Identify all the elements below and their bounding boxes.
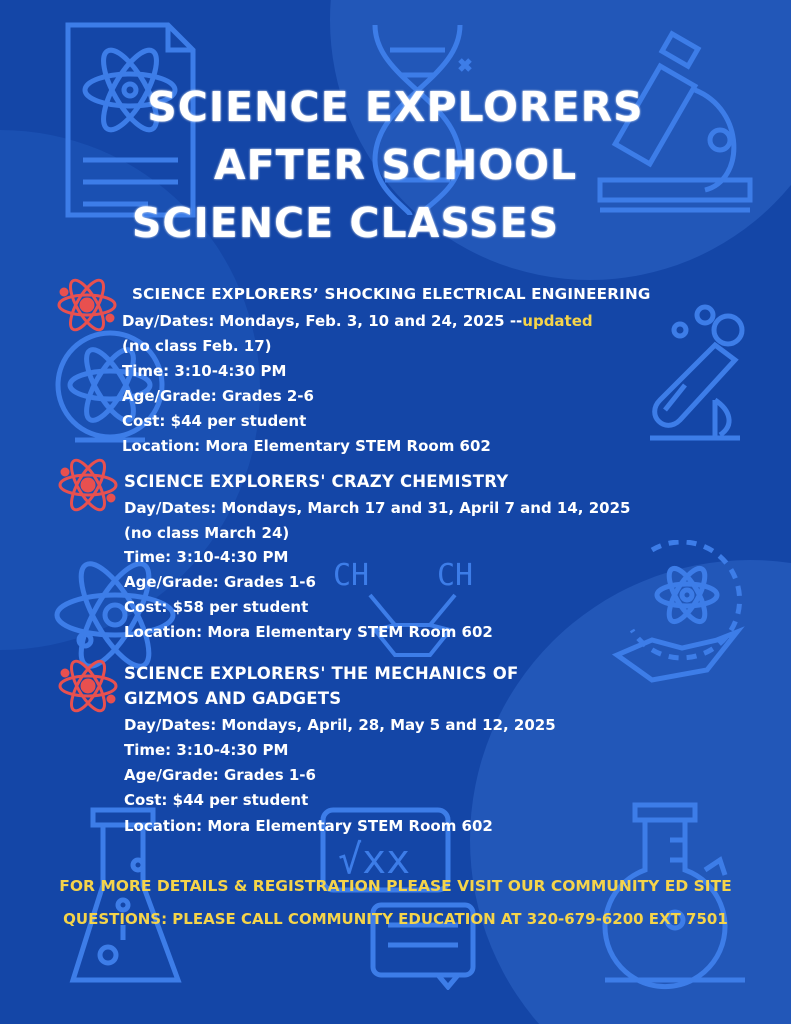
footer-questions-line: QUESTIONS: PLEASE CALL COMMUNITY EDUCATION AT 320-679-6200 EXT 7501 [63,910,728,928]
updated-badge: updated [522,312,593,330]
footer-registration-line: FOR MORE DETAILS & REGISTRATION PLEASE VISIT OUR COMMUNITY ED SITE [59,877,732,895]
atom-icon [56,274,118,340]
page-title [0,78,791,252]
class-detail-location: Location: Mora Elementary STEM Room 602 [124,817,493,835]
class-detail-location: Location: Mora Elementary STEM Room 602 [124,623,493,641]
class-heading: SCIENCE EXPLORERS' THE MECHANICS OF [124,664,519,683]
class-detail-cost: Cost: $44 per student [122,412,307,430]
class-heading-line-2: GIZMOS AND GADGETS [124,689,342,708]
class-detail-cost: Cost: $58 per student [124,598,309,616]
title-line-1: SCIENCE EXPLORERS [147,83,644,131]
class-detail-grade: Age/Grade: Grades 1-6 [124,573,316,591]
ch-left-label: CH [333,558,370,593]
class-detail-time: Time: 3:10-4:30 PM [124,741,289,759]
class-detail-time: Time: 3:10-4:30 PM [124,548,289,566]
ch-right-label: CH [437,558,474,593]
hand-atom-icon [612,540,747,690]
class-detail-grade: Age/Grade: Grades 2-6 [122,387,314,405]
atom-icon [57,655,119,721]
class-detail-dates: Day/Dates: Mondays, March 17 and 31, April 7 and 14, 2025 [124,499,631,517]
title-line-3: SCIENCE CLASSES [131,199,560,247]
class-detail-cost: Cost: $44 per student [124,791,309,809]
class-detail-location: Location: Mora Elementary STEM Room 602 [122,437,491,455]
class-detail-dates [122,309,593,335]
test-tube-fire-icon [640,300,750,445]
atom-icon [57,454,119,520]
class-detail-dates: Day/Dates: Mondays, April, 28, May 5 and 12, 2025 [124,716,556,734]
benzene-molecule-icon [315,550,505,665]
class-detail-no-class: (no class Feb. 17) [122,337,272,355]
dates-text: Day/Dates: Mondays, Feb. 3, 10 and 24, 2025 -- [122,312,523,330]
round-flask-icon [600,800,750,990]
sqrt-xx-label: √xx [338,837,411,883]
title-line-2: AFTER SCHOOL [213,141,578,189]
class-detail-time: Time: 3:10-4:30 PM [122,362,287,380]
class-heading: SCIENCE EXPLORERS’ SHOCKING ELECTRICAL ENGINEERING [132,285,651,303]
class-detail-no-class: (no class March 24) [124,524,290,542]
class-detail-grade: Age/Grade: Grades 1-6 [124,766,316,784]
class-heading: SCIENCE EXPLORERS' CRAZY CHEMISTRY [124,472,509,491]
